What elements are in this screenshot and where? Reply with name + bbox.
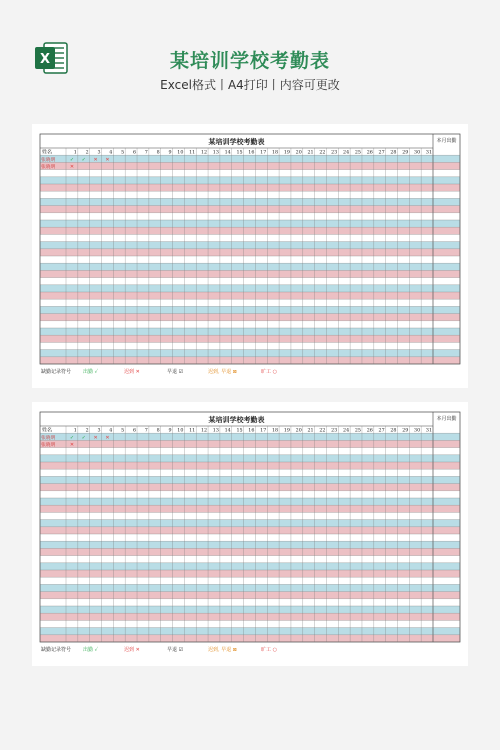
day-header: 11 [189, 428, 196, 434]
table-row [40, 592, 460, 599]
day-header: 30 [414, 150, 421, 156]
table-row [40, 469, 460, 476]
day-header: 15 [236, 150, 243, 156]
table-row [40, 177, 460, 184]
day-header: 4 [109, 150, 113, 156]
table-row [40, 635, 460, 642]
attendance-sheet-1 [32, 124, 468, 388]
day-header: 22 [319, 150, 326, 156]
table-row [40, 527, 460, 534]
day-header: 12 [200, 150, 208, 156]
day-header: 19 [283, 428, 290, 434]
day-header: 5 [121, 150, 125, 156]
day-header: 1 [73, 150, 77, 156]
table-row [40, 476, 460, 483]
table-row [40, 263, 460, 270]
day-header: 22 [319, 428, 326, 434]
table-row [40, 256, 460, 263]
day-header: 27 [378, 428, 385, 434]
day-header: 2 [85, 428, 89, 434]
sheet-title: 某培训学校考勤表 [208, 415, 265, 424]
day-header: 9 [168, 428, 172, 434]
table-row [40, 563, 460, 570]
table-row [40, 534, 460, 541]
employee-name: 张晓明 [41, 157, 56, 163]
attendance-mark: ✕ [93, 434, 98, 441]
day-header: 4 [109, 428, 113, 434]
table-row [40, 242, 460, 249]
table-row [40, 520, 460, 527]
table-row [40, 448, 460, 455]
day-header: 16 [248, 150, 255, 156]
table-row [40, 584, 460, 591]
table-row [40, 599, 460, 606]
table-row [40, 570, 460, 577]
day-header: 12 [200, 428, 208, 434]
day-header: 3 [97, 428, 101, 434]
day-header: 31 [425, 150, 432, 156]
table-row [40, 462, 460, 469]
day-header: 15 [236, 428, 243, 434]
attendance-mark: ✕ [69, 442, 75, 448]
table-row [40, 170, 460, 177]
table-row [40, 184, 460, 191]
table-row [40, 249, 460, 256]
table-row [40, 227, 460, 234]
legend-item: 出勤 ✓ [83, 369, 98, 375]
sheet-title: 某培训学校考勤表 [208, 137, 265, 146]
legend-label: 缺勤记录符号 [41, 369, 72, 375]
day-header: 6 [132, 428, 137, 434]
legend-item: 出勤 ✓ [83, 647, 98, 653]
attendance-table-1 [32, 124, 468, 388]
table-row [40, 512, 460, 519]
attendance-mark: ✓ [69, 434, 75, 441]
legend-item: 迟到, 早退 ⊠ [208, 369, 237, 375]
day-header: 8 [156, 428, 160, 434]
attendance-mark: ✕ [93, 156, 98, 163]
table-row [40, 433, 460, 440]
day-header: 11 [189, 150, 196, 156]
attendance-mark: ✓ [69, 156, 75, 163]
day-header: 14 [224, 150, 231, 156]
side-header: 本月出勤 [436, 416, 457, 422]
employee-name: 张晓明 [41, 165, 56, 170]
day-header: 20 [295, 428, 302, 434]
table-row [40, 350, 460, 357]
table-row [40, 206, 460, 213]
table-row [40, 198, 460, 205]
day-header: 25 [354, 150, 361, 156]
table-row [40, 613, 460, 620]
table-row [40, 220, 460, 227]
table-row [40, 505, 460, 512]
table-row [40, 299, 460, 306]
day-header: 29 [402, 150, 409, 156]
table-row [40, 455, 460, 462]
day-header: 1 [73, 428, 77, 434]
day-header: 19 [283, 150, 290, 156]
table-row [40, 556, 460, 563]
table-row [40, 191, 460, 198]
legend-item: 旷工 ○ [261, 647, 277, 653]
attendance-mark: ✕ [69, 164, 75, 170]
table-row [40, 213, 460, 220]
legend-item: 迟到 ✕ [124, 647, 140, 653]
table-row [40, 335, 460, 342]
day-header: 21 [307, 150, 314, 156]
day-header: 5 [121, 428, 125, 434]
day-header: 17 [260, 150, 267, 156]
page-subtitle: Excel格式丨A4打印丨内容可更改 [160, 78, 340, 92]
day-header: 13 [212, 428, 219, 434]
day-header: 28 [390, 150, 397, 156]
name-header: 姓名 [42, 149, 53, 156]
day-header: 10 [177, 150, 184, 156]
day-header: 2 [85, 150, 89, 156]
page-header [0, 0, 500, 110]
day-header: 6 [132, 150, 137, 156]
legend-item: 迟到, 早退 ⊠ [208, 647, 237, 653]
table-row [40, 292, 460, 299]
attendance-mark: ✕ [105, 156, 110, 163]
employee-name: 张晓明 [41, 443, 56, 448]
table-row [40, 314, 460, 321]
table-row [40, 606, 460, 613]
day-header: 3 [97, 150, 101, 156]
day-header: 14 [224, 428, 231, 434]
table-row [40, 162, 460, 169]
table-row [40, 285, 460, 292]
attendance-mark: ✓ [81, 156, 86, 163]
page-title: 某培训学校考勤表 [169, 50, 330, 72]
excel-logo-letter: X [39, 52, 51, 67]
day-header: 24 [343, 428, 350, 434]
day-header: 28 [390, 428, 397, 434]
legend-item: 旷工 ○ [261, 369, 277, 375]
table-row [40, 357, 460, 364]
attendance-table-2 [32, 402, 468, 666]
table-row [40, 628, 460, 635]
day-header: 16 [248, 428, 255, 434]
day-header: 24 [343, 150, 350, 156]
day-header: 23 [331, 428, 338, 434]
table-row [40, 440, 460, 447]
day-header: 7 [144, 150, 148, 156]
table-row [40, 278, 460, 285]
table-row [40, 155, 460, 162]
day-header: 13 [212, 150, 219, 156]
table-row [40, 321, 460, 328]
day-header: 29 [402, 428, 409, 434]
day-header: 23 [331, 150, 338, 156]
table-row [40, 491, 460, 498]
day-header: 27 [378, 150, 385, 156]
day-header: 26 [366, 428, 373, 434]
table-row [40, 548, 460, 555]
day-header: 10 [177, 428, 184, 434]
day-header: 20 [295, 150, 302, 156]
table-row [40, 328, 460, 335]
table-row [40, 620, 460, 627]
day-header: 31 [425, 428, 432, 434]
day-header: 21 [307, 428, 314, 434]
table-row [40, 498, 460, 505]
legend-label: 缺勤记录符号 [41, 647, 72, 653]
day-header: 8 [156, 150, 160, 156]
table-row [40, 541, 460, 548]
day-header: 17 [260, 428, 267, 434]
day-header: 25 [354, 428, 361, 434]
table-row [40, 234, 460, 241]
legend-item: 早退 ☑ [167, 369, 184, 375]
table-row [40, 270, 460, 277]
day-header: 9 [168, 150, 172, 156]
attendance-mark: ✓ [81, 434, 86, 441]
day-header: 30 [414, 428, 421, 434]
table-row [40, 484, 460, 491]
side-header: 本月出勤 [436, 138, 457, 144]
employee-name: 张晓明 [41, 435, 56, 441]
legend-item: 早退 ☑ [167, 647, 184, 653]
legend-item: 迟到 ✕ [124, 369, 140, 375]
day-header: 7 [144, 428, 148, 434]
table-row [40, 577, 460, 584]
attendance-sheet-2 [32, 402, 468, 666]
day-header: 18 [271, 150, 279, 156]
day-header: 26 [366, 150, 373, 156]
table-row [40, 306, 460, 313]
name-header: 姓名 [42, 427, 53, 434]
attendance-mark: ✕ [105, 434, 110, 441]
table-row [40, 342, 460, 349]
day-header: 18 [271, 428, 279, 434]
